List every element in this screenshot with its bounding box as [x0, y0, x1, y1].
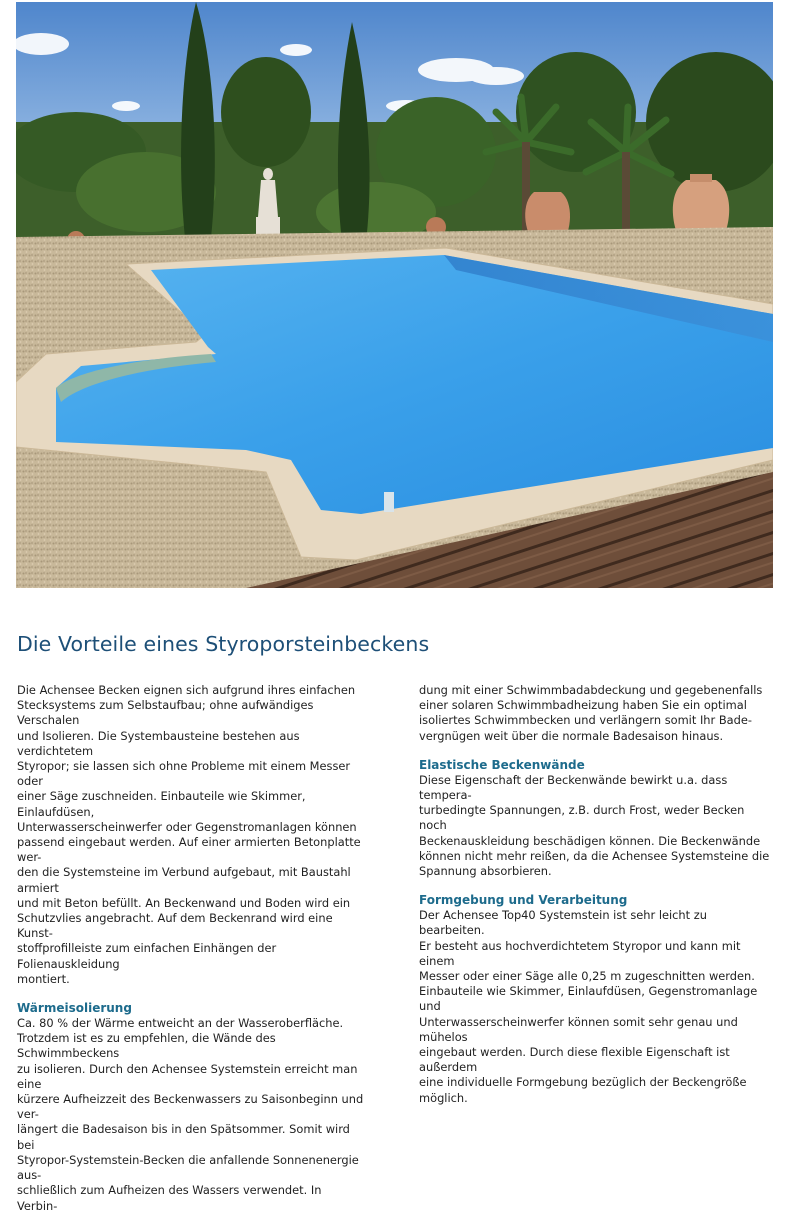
page-title: Die Vorteile eines Styroporsteinbeckens: [17, 632, 430, 656]
right-column: [419, 683, 775, 1106]
pool-illustration: [16, 2, 773, 588]
intro-paragraph: Die Achensee Becken eignen sich aufgrund ihres einfachen Stecksystems zum Selbstaufbau; ohne aufwändiges Verschalen und Isolieren. Die Systembausteine bestehen aus verdichtetem Styropor; sie lassen sich ohne Probleme mit einem Messer oder einer Säge zuschneiden. Einbauteile wie Skimmer, Einlaufdüsen, Unterwasserscheinwerfer oder Gegenstromanlagen können passend eingebaut werden. Auf einer armierten Betonplatte wer- den die Systemsteine im Verbund aufgebaut, mit Baustahl armiert und mit Beton befüllt. An Beckenwand und Boden wird ein Schutzvlies angebracht. Auf dem Beckenrand wird eine Kunst- stoffprofilleiste zum einfachen Einhängen der Folienauskleidung montiert.: [17, 683, 361, 986]
waermeisolierung-paragraph: Ca. 80 % der Wärme entweicht an der Wasseroberfläche. Trotzdem ist es zu empfehlen, die Wände des Schwimmbeckens zu isolieren. Durch den Achensee Systemstein erreicht man eine kürzere Aufheizzeit des Beckenwassers zu Saisonbeginn und ver- längert die Badesaison bis in den Spätsommer. Somit wird bei Styropor-Systemstein-Becken die anfallende Sonnenenergie aus- schließlich zum Aufheizen des Wassers verwendet. In Verbin-: [17, 1016, 364, 1213]
hero-pool-photo: [16, 2, 773, 588]
formgebung-paragraph: Der Achensee Top40 Systemstein ist sehr leicht zu bearbeiten. Er besteht aus hochverdichtetem Styropor und kann mit einem Messer oder einer Säge alle 0,25 m zugeschnitten werden. Einbauteile wie Skimmer, Einlaufdüsen, Gegenstromanlage und Unterwasserscheinwerfer können somit sehr genau und mühelos eingebaut werden. Durch diese flexible Eigenschaft ist außerdem eine individuelle Formgebung bezüglich der Beckengröße möglich.: [419, 908, 758, 1105]
elastische-beckenwaende-paragraph: Diese Eigenschaft der Beckenwände bewirkt u.a. dass tempera- turbedingte Spannungen, z.B. durch Frost, weder Becken noch Beckenauskleidung beschädigen können. Die Beckenwände können nicht mehr reißen, da die Achensee Systemsteine die Spannung absorbieren.: [419, 772, 770, 879]
heading-formgebung: Formgebung und Verarbeitung: [419, 893, 628, 908]
left-column: [17, 683, 365, 1214]
continuation-paragraph: dung mit einer Schwimmbadabdeckung und gegebenenfalls einer solaren Schwimmbadheizung haben Sie ein optimal isoliertes Schwimmbecken und verlängern somit Ihr Bade- vergnügen weit über die normale Badesaison hinaus.: [419, 683, 763, 743]
heading-elastische-beckenwaende: Elastische Beckenwände: [419, 757, 585, 772]
heading-waermeisolierung: Wärmeisolierung: [17, 1001, 132, 1016]
pool-thermometer: [384, 492, 394, 512]
